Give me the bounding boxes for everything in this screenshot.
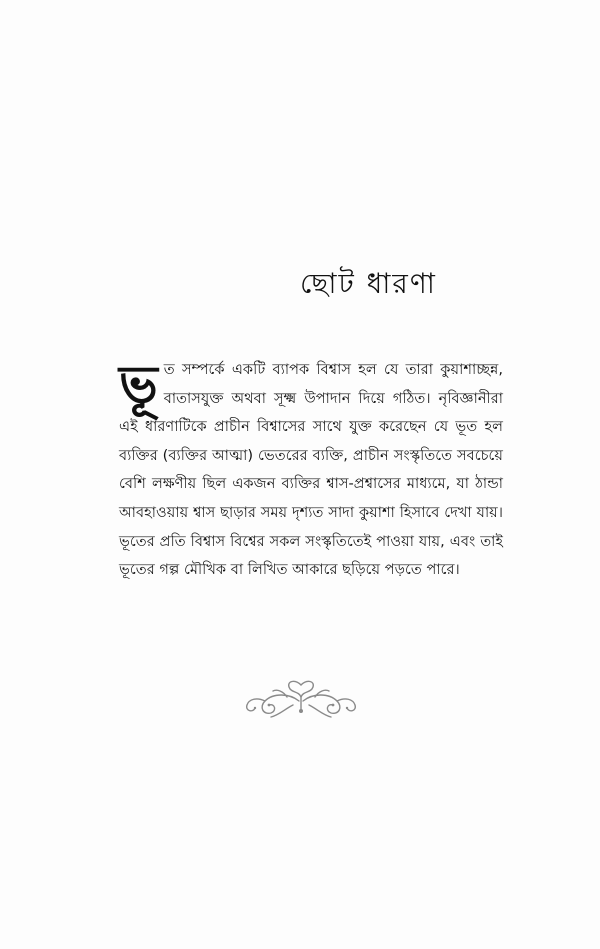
drop-cap: ভূ bbox=[119, 355, 158, 415]
paragraph-text: ত সম্পর্কে একটি ব্যাপক বিশ্বাস হল যে তারা কুয়াশাচ্ছন্ন, বাতাসযুক্ত অথবা সূক্ষ্ম উপাদান দিয়ে গঠিত। নৃবিজ্ঞানীরা এই ধারণাটিকে প্রাচীন বিশ্বাসের সাথে যুক্ত করেছেন যে ভূত হল ব্যক্তির (ব্যক্তির আত্মা) ভেতরের ব্যক্তি, প্রাচীন সংস্কৃতিতে সবচেয়ে বেশি লক্ষণীয় ছিল একজন ব্যক্তির শ্বাস-প্রশ্বাসের মাধ্যমে, যা ঠান্ডা আবহাওয়ায় শ্বাস ছাড়ার সময় দৃশ্যত সাদা কুয়াশা হিসাবে দেখা যায়। ভূতের প্রতি বিশ্বাস বিশ্বের সকল সংস্কৃতিতেই পাওয়া যায়, এবং তাই ভূতের গল্প মৌখিক বা লিখিত আকারে ছড়িয়ে পড়তে পারে। bbox=[119, 361, 503, 579]
body-paragraph bbox=[119, 356, 503, 585]
chapter-title: ছোট ধারণা bbox=[300, 267, 437, 300]
flourish-ornament-icon bbox=[243, 675, 359, 719]
